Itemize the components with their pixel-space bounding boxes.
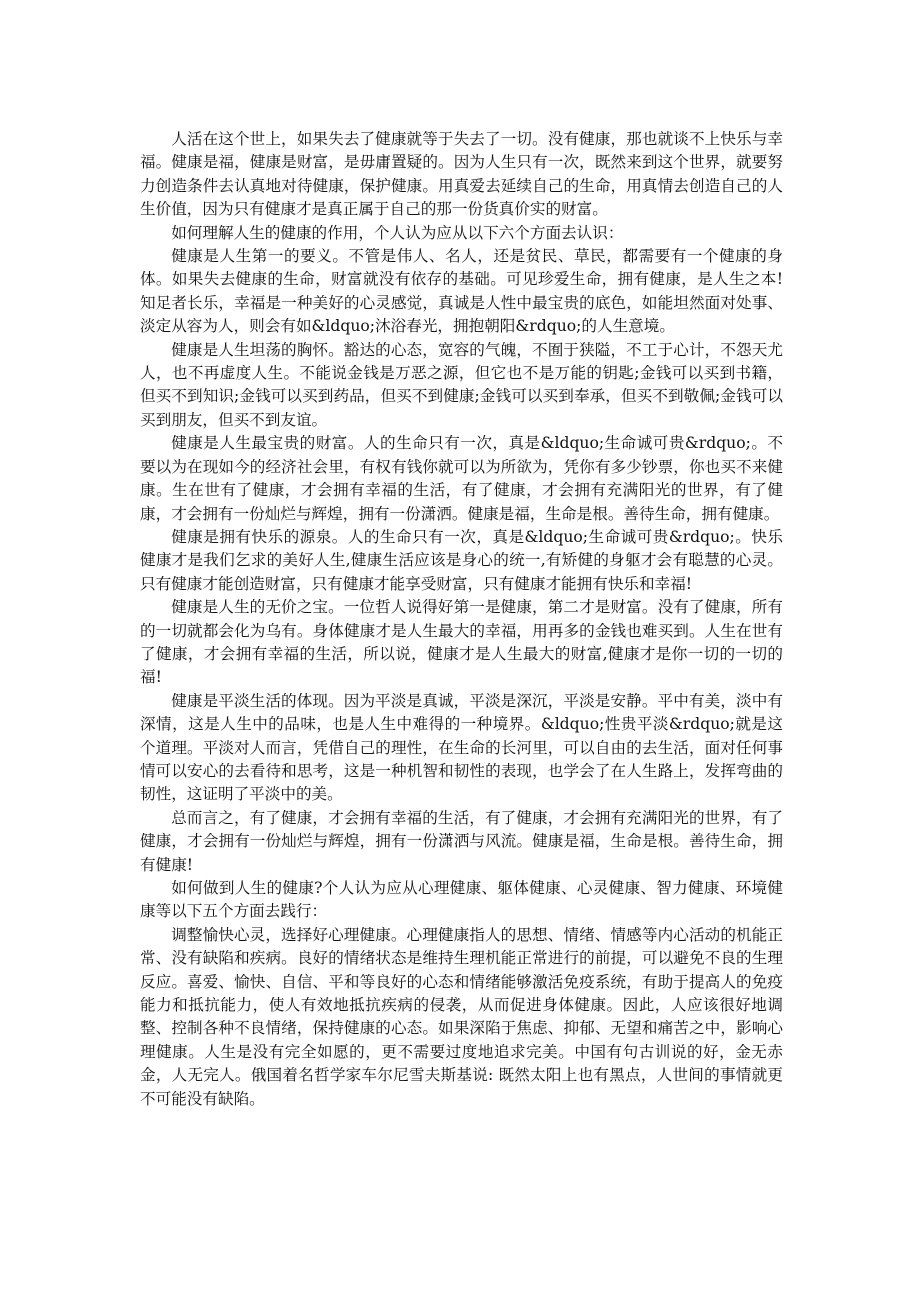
paragraph-aspect-5: 健康是人生的无价之宝。一位哲人说得好第一是健康，第二才是财富。没有了健康，所有的一切就都会化为乌有。身体健康才是人生最大的幸福，用再多的金钱也难买到。人生在世有了健康，才会拥有幸福的生活，所以说，健康才是人生最大的财富,健康才是你一切的一切的福! bbox=[140, 598, 783, 687]
paragraph-aspect-1: 健康是人生第一的要义。不管是伟人、名人，还是贫民、草民，都需要有一个健康的身体。如果失去健康的生命，财富就没有依存的基础。可见珍爱生命，拥有健康，是人生之本!知足者长乐，幸福是一种美好的心灵感觉，真诚是人性中最宝贵的底色，如能坦然面对处事、淡定从容为人，则会有如&ldquo;沐浴春光，拥抱朝阳&rdquo;的人生意境。 bbox=[140, 247, 783, 336]
paragraph-five-ways-intro: 如何做到人生的健康?个人认为应从心理健康、躯体健康、心灵健康、智力健康、环境健康等以下五个方面去践行： bbox=[140, 879, 783, 921]
paragraph-six-aspects-intro: 如何理解人生的健康的作用，个人认为应从以下六个方面去认识： bbox=[171, 223, 624, 242]
paragraph-aspect-6: 健康是平淡生活的体现。因为平淡是真诚，平淡是深沉，平淡是安静。平中有美，淡中有深情，这是人生中的品味，也是人生中难得的一种境界。&ldquo;性贵平淡&rdquo;就是这个道理。平淡对人而言，凭借自己的理性，在生命的长河里，可以自由的去生活，面对任何事情可以安心的去看待和思考，这是一种机智和韧性的表现，也学会了在人生路上，发挥弯曲的韧性，这证明了平淡中的美。 bbox=[140, 691, 783, 804]
paragraph-aspect-4: 健康是拥有快乐的源泉。人的生命只有一次，真是&ldquo;生命诚可贵&rdquo;。快乐健康才是我们乞求的美好人生,健康生活应该是身心的统一,有矫健的身躯才会有聪慧的心灵。只有健康才能创造财富，只有健康才能享受财富，只有健康才能拥有快乐和幸福! bbox=[140, 527, 783, 593]
document-body bbox=[140, 128, 783, 1111]
paragraph-aspect-3: 健康是人生最宝贵的财富。人的生命只有一次，真是&ldquo;生命诚可贵&rdquo;。不要以为在现如今的经济社会里，有权有钱你就可以为所欲为，凭你有多少钞票，你也买不来健康。生在世有了健康，才会拥有幸福的生活，有了健康，才会拥有充满阳光的世界，有了健康，才会拥有一份灿烂与辉煌，拥有一份潇洒。健康是福，生命是根。善待生命，拥有健康。 bbox=[140, 434, 783, 523]
paragraph-summary: 总而言之，有了健康，才会拥有幸福的生活，有了健康，才会拥有充满阳光的世界，有了健康，才会拥有一份灿烂与辉煌，拥有一份潇洒与风流。健康是福，生命是根。善待生命，拥有健康! bbox=[140, 808, 783, 874]
paragraph-intro: 人活在这个世上，如果失去了健康就等于失去了一切。没有健康，那也就谈不上快乐与幸福。健康是福，健康是财富，是毋庸置疑的。因为人生只有一次，既然来到这个世界，就要努力创造条件去认真地对待健康，保护健康。用真爱去延续自己的生命，用真情去创造自己的人生价值，因为只有健康才是真正属于自己的那一份货真价实的财富。 bbox=[140, 130, 783, 219]
paragraph-mental-health: 调整愉快心灵，选择好心理健康。心理健康指人的思想、情绪、情感等内心活动的机能正常、没有缺陷和疾病。良好的情绪状态是维持生理机能正常进行的前提，可以避免不良的生理反应。喜爱、愉快、自信、平和等良好的心态和情绪能够激活免疫系统，有助于提高人的免疫能力和抵抗能力，使人有效地抵抗疾病的侵袭，从而促进身体健康。因此，人应该很好地调整、控制各种不良情绪，保持健康的心态。如果深陷于焦虑、抑郁、无望和痛苦之中，影响心理健康。人生是没有完全如愿的，更不需要过度地追求完美。中国有句古训说的好，金无赤金，人无完人。俄国着名哲学家车尔尼雪夫斯基说: 既然太阳上也有黑点，人世间的事情就更不可能没有缺陷。 bbox=[140, 925, 783, 1108]
paragraph-aspect-2: 健康是人生坦荡的胸怀。豁达的心态，宽容的气魄，不囿于狭隘，不工于心计，不怨天尤人，也不再虚度人生。不能说金钱是万恶之源，但它也不是万能的钥匙;金钱可以买到书籍，但买不到知识;金钱可以买到药品，但买不到健康;金钱可以买到奉承，但买不到敬佩;金钱可以买到朋友，但买不到友谊。 bbox=[140, 340, 783, 429]
